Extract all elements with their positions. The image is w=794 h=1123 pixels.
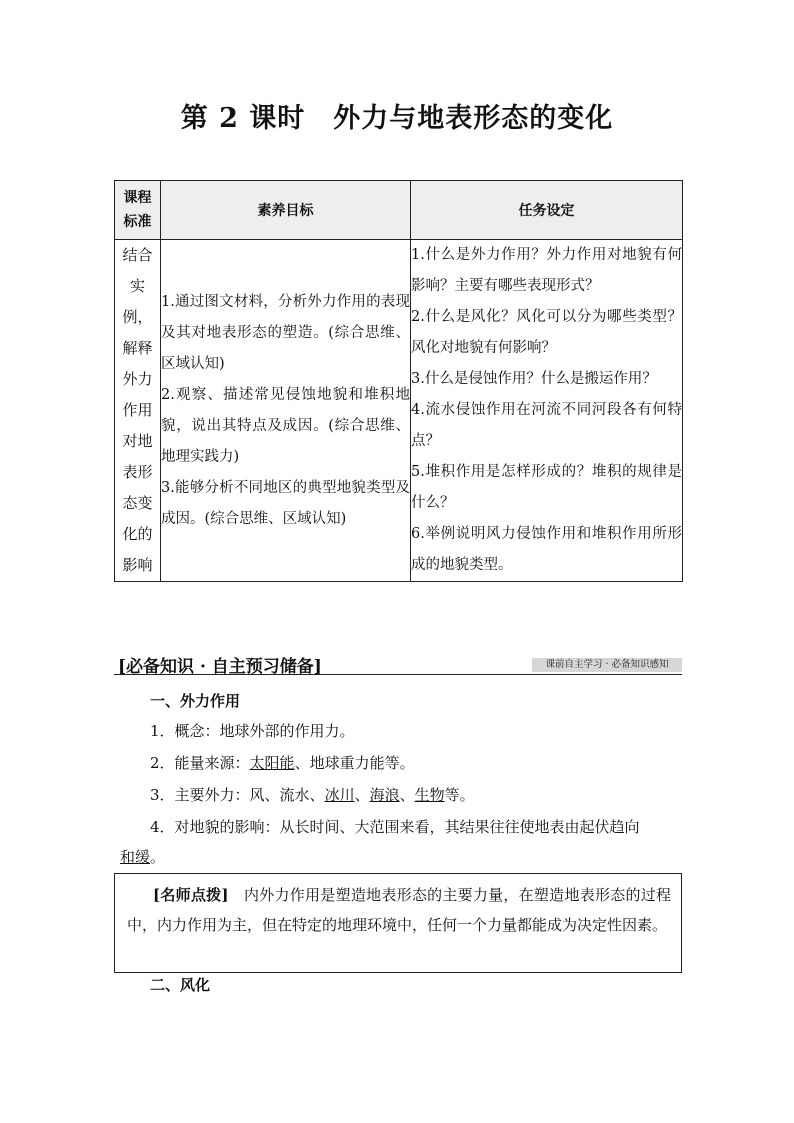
literacy-goals-cell [161,240,411,582]
task-4: 4.流水侵蚀作用在河流不同河段各有何特点？ [411,402,682,449]
tip-label: [名师点拨] [153,886,229,904]
influence-label: 4．对地貌的影响： [150,818,280,836]
forces-text-3: 、 [399,786,415,804]
task-5: 5.堆积作用是怎样形成的？堆积的规律是什么？ [411,464,682,511]
forces-answer-waves: 海浪 [369,786,400,804]
forces-answer-glacier: 冰川 [324,786,355,804]
concept-line [150,720,355,741]
energy-answer-solar: 太阳能 [249,754,295,772]
section-divider [114,674,682,675]
concept-text: 地球外部的作用力。 [219,722,355,740]
forces-text-1: 风、流水、 [249,786,325,804]
header-literacy: 素养目标 [161,181,411,240]
task-1: 1.什么是外力作用？外力作用对地貌有何影响？主要有哪些表现形式？ [411,247,682,294]
task-6: 6.举例说明风力侵蚀作用和堆积作用所形成的地貌类型。 [411,526,682,573]
main-forces-line [150,784,475,805]
task-2: 2.什么是风化？风化可以分为哪些类型？风化对地貌有何影响？ [411,309,682,356]
header-standard-text: 课程 标准 [123,190,152,230]
table-row [115,240,683,582]
curriculum-standard-cell [115,240,161,582]
tip-text: 内外力作用是塑造地表形态的主要力量，在塑造地表形态的过程中，内力作用为主，但在特定的地理环境中，任何一个力量都能成为决定性因素。 [127,886,671,934]
forces-text-2: 、 [354,786,370,804]
energy-source-line [150,752,415,773]
forces-label: 3．主要外力： [150,786,250,804]
section-tag: 课前自主学习 · 必备知识感知 [532,658,682,672]
page-title: 第 2 课时 外力与地表形态的变化 [180,103,614,134]
influence-line-2 [120,846,165,867]
influence-line [150,816,640,837]
influence-end: 。 [150,848,166,866]
section-heading: [必备知识 · 自主预习储备] [118,657,322,677]
tasks-cell [411,240,683,582]
header-tasks: 任务设定 [411,181,683,240]
part2-heading: 二、风化 [150,976,211,994]
forces-text-4: 等。 [444,786,475,804]
concept-label: 1．概念： [150,722,220,740]
influence-text: 从长时间、大范围来看，其结果往往使地表由起伏趋向 [279,818,640,836]
table-header-row [115,181,683,240]
curriculum-table [114,180,683,582]
literacy-goal-3: 3.能够分析不同地区的典型地貌类型及成因。(综合思维、区域认知) [161,479,410,527]
literacy-goal-2: 2.观察、描述常见侵蚀地貌和堆积地貌，说出其特点及成因。(综合思维、地理实践力) [161,386,410,465]
energy-rest: 、地球重力能等。 [294,754,415,772]
energy-label: 2．能量来源： [150,754,250,772]
task-3: 3.什么是侵蚀作用？什么是搬运作用？ [411,371,657,387]
part1-heading: 一、外力作用 [150,692,241,710]
header-standard [115,181,161,240]
curriculum-standard-text: 结合 实 例， 解释 外力 作用 对地 表形 态变 化的 影响 [122,246,153,574]
teacher-tip-box [114,873,682,973]
influence-answer-gentle: 和缓 [120,848,151,866]
literacy-goal-1: 1.通过图文材料，分析外力作用的表现及其对地表形态的塑造。(综合思维、区域认知) [161,293,410,372]
forces-answer-biology: 生物 [414,786,445,804]
